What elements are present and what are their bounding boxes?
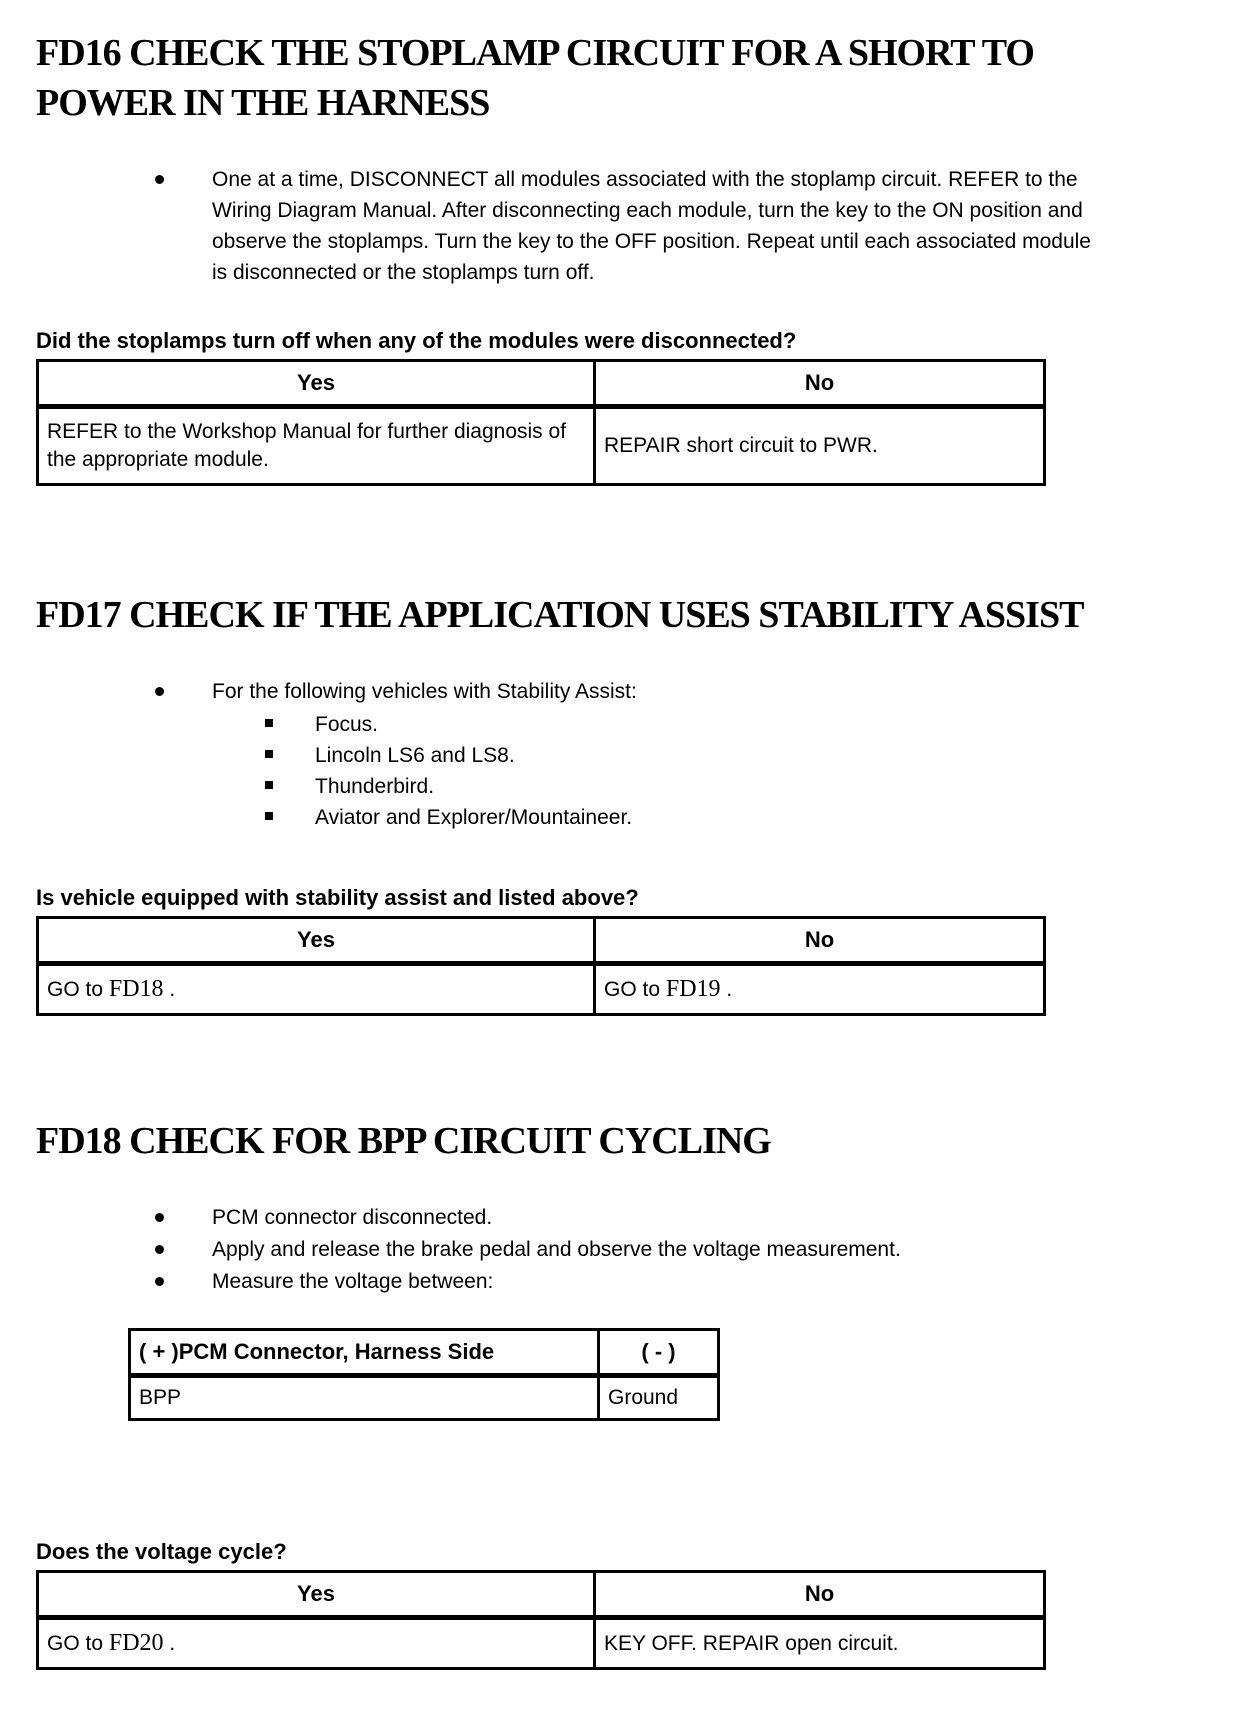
fd16-heading: FD16 CHECK THE STOPLAMP CIRCUIT FOR A SHORT TO POWER IN THE HARNESS — [36, 32, 1034, 124]
bullet-dot-icon — [155, 687, 164, 696]
go-to-text: GO to — [604, 978, 661, 1001]
vehicle-name: Lincoln LS6 and LS8. — [315, 744, 515, 767]
section-fd17 — [36, 590, 1248, 1016]
table-header-row — [130, 1330, 719, 1376]
no-column-header: No — [595, 361, 1045, 407]
bullet-dot-icon — [155, 1213, 164, 1222]
fd18-procedure-link[interactable]: FD18 — [108, 976, 164, 1002]
list-item — [265, 740, 1248, 771]
square-bullet-icon — [265, 719, 273, 727]
section-fd18 — [36, 1116, 1248, 1670]
bullet-item — [155, 676, 1248, 707]
table-header-row — [38, 1572, 1045, 1618]
fd17-heading: FD17 CHECK IF THE APPLICATION USES STABILITY ASSIST — [36, 594, 1084, 636]
negative-point-cell: Ground — [599, 1376, 719, 1420]
fd16-answer-table — [36, 359, 1046, 486]
fd18-bullet-list — [155, 1202, 1248, 1298]
table-header-row — [38, 361, 1045, 407]
bullet-dot-icon — [155, 1245, 164, 1254]
table-row — [38, 964, 1045, 1015]
bullet-dot-icon — [155, 175, 164, 184]
bullet-text: For the following vehicles with Stability Assist: — [212, 680, 637, 703]
bullet-text: PCM connector disconnected. — [212, 1206, 493, 1229]
negative-lead-header: ( - ) — [599, 1330, 719, 1376]
bullet-text: Apply and release the brake pedal and observe the voltage measurement. — [212, 1238, 901, 1261]
yes-action-cell — [38, 964, 595, 1015]
period-text: . — [169, 978, 176, 1001]
fd17-bullet-list — [155, 676, 1248, 707]
square-bullet-icon — [265, 812, 273, 820]
fd16-question: Did the stoplamps turn off when any of the modules were disconnected? — [36, 328, 797, 353]
no-action-cell: REPAIR short circuit to PWR. — [595, 407, 1045, 485]
bullet-item — [155, 1202, 1248, 1234]
bullet-item — [155, 1266, 1248, 1298]
bullet-item — [155, 164, 1248, 288]
list-item — [265, 771, 1248, 802]
fd16-bullet-list — [155, 164, 1248, 288]
square-bullet-icon — [265, 750, 273, 758]
table-row — [38, 407, 1045, 485]
fd18-heading: FD18 CHECK FOR BPP CIRCUIT CYCLING — [36, 1120, 771, 1162]
fd17-question: Is vehicle equipped with stability assist and listed above? — [36, 885, 639, 910]
fd19-procedure-link[interactable]: FD19 — [665, 976, 721, 1002]
period-text: . — [726, 978, 733, 1001]
bullet-item — [155, 1234, 1248, 1266]
yes-action-cell: REFER to the Workshop Manual for further diagnosis of the appropriate module. — [38, 407, 595, 485]
period-text: . — [169, 1632, 176, 1655]
go-to-text: GO to — [47, 1632, 104, 1655]
vehicle-name: Focus. — [315, 713, 379, 736]
fd18-answer-table — [36, 1570, 1046, 1670]
no-column-header: No — [595, 1572, 1045, 1618]
yes-column-header: Yes — [38, 361, 595, 407]
no-action-cell — [595, 964, 1045, 1015]
go-to-text: GO to — [47, 978, 104, 1001]
yes-action-cell — [38, 1618, 595, 1669]
no-action-cell: KEY OFF. REPAIR open circuit. — [595, 1618, 1045, 1669]
fd17-vehicle-list — [265, 709, 1248, 833]
fd17-answer-table — [36, 916, 1046, 1016]
list-item — [265, 802, 1248, 833]
bullet-dot-icon — [155, 1277, 164, 1286]
positive-point-cell: BPP — [130, 1376, 599, 1420]
fd18-question: Does the voltage cycle? — [36, 1539, 287, 1564]
vehicle-name: Thunderbird. — [315, 775, 435, 798]
no-column-header: No — [595, 918, 1045, 964]
section-fd16 — [36, 0, 1248, 486]
table-row — [130, 1376, 719, 1420]
vehicle-name: Aviator and Explorer/Mountaineer. — [315, 806, 633, 829]
table-row — [38, 1618, 1045, 1669]
yes-column-header: Yes — [38, 1572, 595, 1618]
fd18-measurement-table — [128, 1328, 720, 1421]
positive-lead-header: ( + )PCM Connector, Harness Side — [130, 1330, 599, 1376]
bullet-text: One at a time, DISCONNECT all modules associated with the stoplamp circuit. REFER to the Wiring Diagram Manual. After disconnecting each module, turn the key to the ON position and observe the stoplamps. Turn the key to the OFF position. Repeat until each associated module is disconnected or the stoplamps turn off. — [212, 168, 1091, 284]
bullet-text: Measure the voltage between: — [212, 1270, 494, 1293]
yes-column-header: Yes — [38, 918, 595, 964]
fd20-procedure-link[interactable]: FD20 — [108, 1630, 164, 1656]
table-header-row — [38, 918, 1045, 964]
list-item — [265, 709, 1248, 740]
square-bullet-icon — [265, 781, 273, 789]
